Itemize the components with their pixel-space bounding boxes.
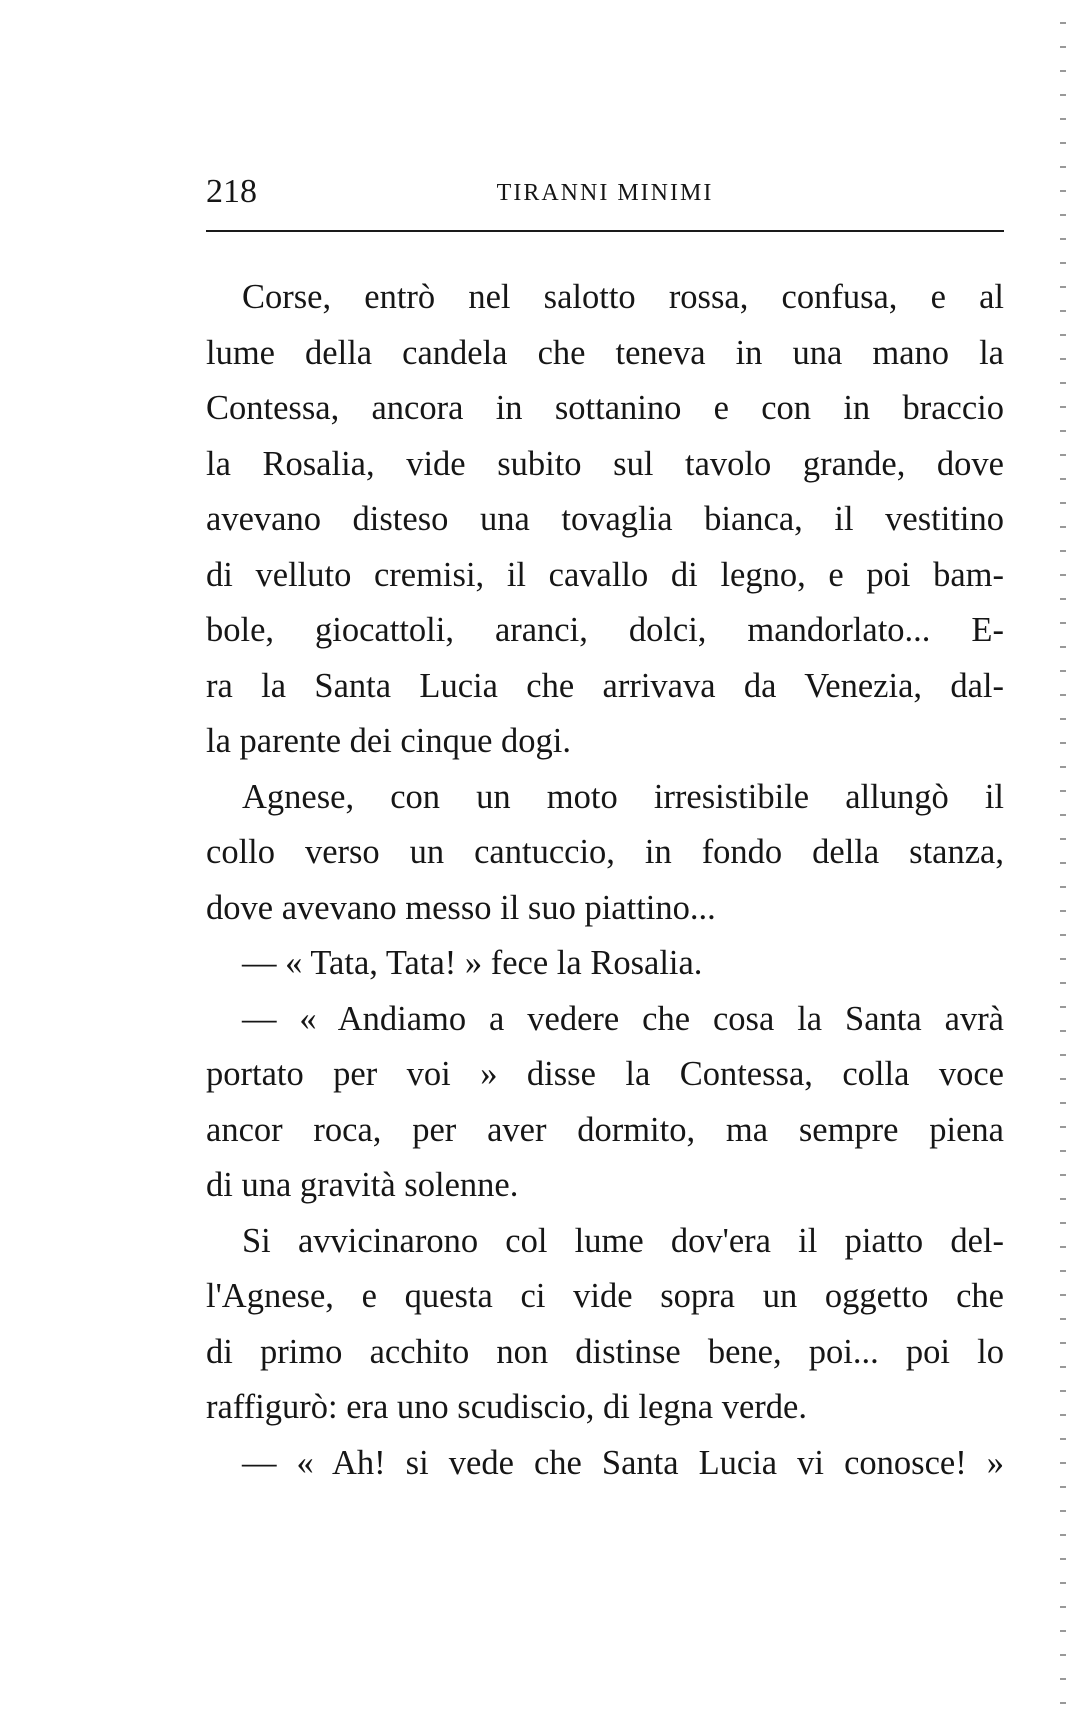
text-line: Contessa, ancora in sottanino e con in braccio [206,389,1004,427]
text-line: portato per voi » disse la Contessa, colla voce [206,1055,1004,1093]
text-line: la parente dei cinque dogi. [206,722,571,760]
paragraph [206,992,1004,1214]
header-rule [206,230,1004,232]
text-line: di velluto cremisi, il cavallo di legno, e poi bam- [206,555,1004,594]
page-number: 218 [206,173,257,210]
text-line: raffigurò: era uno scudiscio, di legna verde. [206,1388,807,1426]
text-line: Corse, entrò nel salotto rossa, confusa, e al [242,278,1004,316]
text-line: collo verso un cantuccio, in fondo della stanza, [206,833,1004,871]
text-line: avevano disteso una tovaglia bianca, il vestitino [206,500,1004,538]
text-line: ra la Santa Lucia che arrivava da Venezia, dal- [206,666,1004,705]
paragraph [206,270,1004,770]
text-line: — « Tata, Tata! » fece la Rosalia. [242,944,703,982]
text-line: lume della candela che teneva in una mano la [206,333,1004,372]
paragraph [206,1214,1004,1436]
body-text [206,270,1004,1491]
page-header [206,172,1004,222]
text-line: l'Agnese, e questa ci vide sopra un oggetto che [206,1277,1004,1315]
text-line: Agnese, con un moto irresistibile allungò il [242,777,1004,816]
text-line: bole, giocattoli, aranci, dolci, mandorlato... E- [206,611,1004,649]
running-title: TIRANNI MINIMI [496,180,714,206]
text-line: ancor roca, per aver dormito, ma sempre piena [206,1110,1004,1149]
text-line: la Rosalia, vide subito sul tavolo grande, dove [206,444,1004,483]
paragraph [206,1436,1004,1492]
paragraph [206,936,1004,992]
text-line: di primo acchito non distinse bene, poi... poi lo [206,1332,1004,1371]
text-line: — « Ah! si vede che Santa Lucia vi conosce! » [242,1443,1004,1482]
paragraph [206,770,1004,937]
text-line: Si avvicinarono col lume dov'era il piatto del- [242,1221,1004,1260]
page-edge-marks [1060,0,1066,1716]
text-line: dove avevano messo il suo piattino... [206,888,716,927]
text-line: — « Andiamo a vedere che cosa la Santa avrà [242,999,1004,1038]
text-line: di una gravità solenne. [206,1166,519,1204]
